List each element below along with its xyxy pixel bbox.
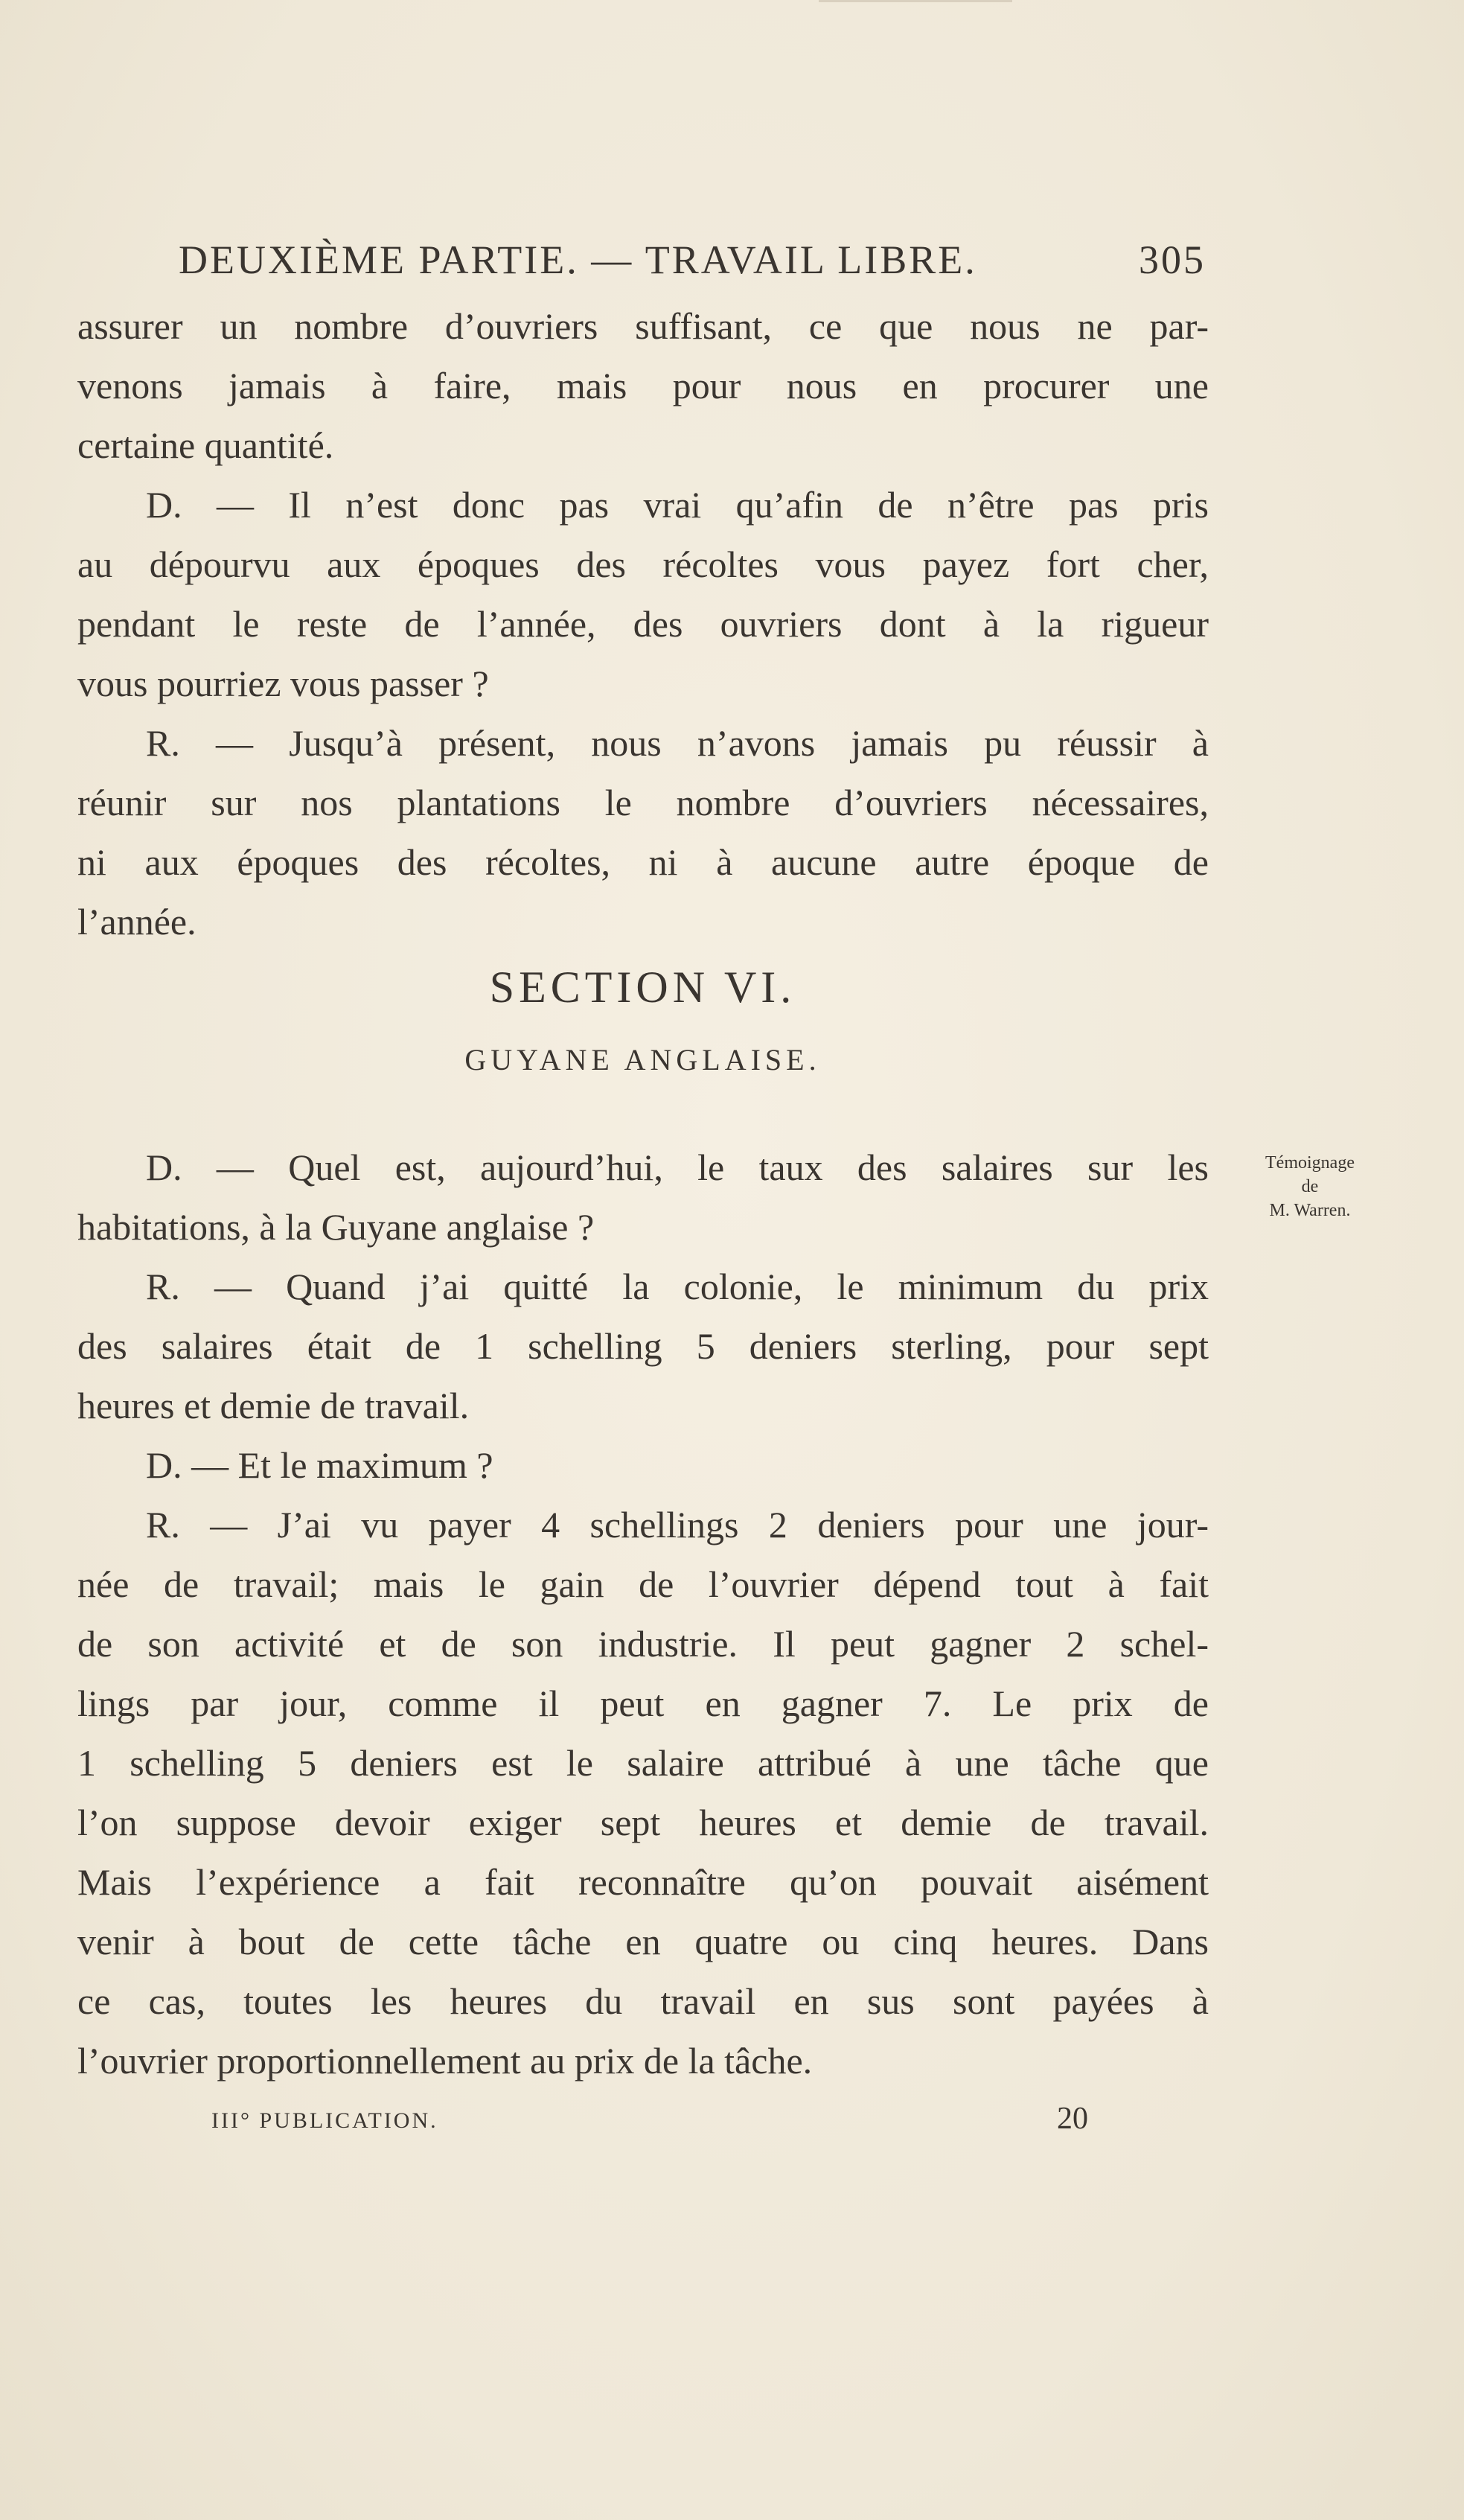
text-line: née de travail; mais le gain de l’ouvrier dépend tout à fait <box>77 1563 1209 1605</box>
text-line: l’année. <box>77 901 196 942</box>
text-line: venons jamais à faire, mais pour nous en procurer une <box>77 365 1209 406</box>
text-line: pendant le reste de l’année, des ouvriers dont à la rigueur <box>77 603 1209 645</box>
text-line: de son activité et de son industrie. Il peut gagner 2 schel- <box>77 1623 1209 1665</box>
text-line: R. — Quand j’ai quitté la colonie, le minimum du prix <box>146 1266 1209 1307</box>
text-line: l’on suppose devoir exiger sept heures et demie de travail. <box>77 1802 1209 1843</box>
section-title-text: SECTION VI. <box>489 963 796 1012</box>
text-line: R. — J’ai vu payer 4 schellings 2 deniers pour une jour- <box>146 1504 1209 1546</box>
text-line: des salaires était de 1 schelling 5 deniers sterling, pour sept <box>77 1325 1209 1367</box>
text-line: ce cas, toutes les heures du travail en sus sont payées à <box>77 1980 1209 2022</box>
section-subtitle-text: GUYANE ANGLAISE. <box>464 1043 821 1076</box>
text-line: l’ouvrier proportionnellement au prix de la tâche. <box>77 2040 813 2082</box>
text-line: R. — Jusqu’à présent, nous n’avons jamais pu réussir à <box>146 722 1209 764</box>
margin-note <box>1236 1151 1384 1222</box>
section-title <box>0 962 1464 1013</box>
margin-note-line: de <box>1301 1177 1319 1196</box>
text-line: ni aux époques des récoltes, ni à aucune autre époque de <box>77 841 1209 883</box>
page-edge-mark <box>819 0 1012 2</box>
signature-mark: III° PUBLICATION. <box>211 2108 438 2133</box>
margin-note-line: M. Warren. <box>1269 1201 1351 1220</box>
text-line: habitations, à la Guyane anglaise ? <box>77 1206 595 1248</box>
text-line: D. — Il n’est donc pas vrai qu’afin de n’être pas pris <box>146 484 1209 526</box>
text-line: réunir sur nos plantations le nombre d’ouvriers nécessaires, <box>77 782 1209 823</box>
text-line: Mais l’expérience a fait reconnaître qu’on pouvait aisément <box>77 1861 1209 1903</box>
running-header <box>179 237 1206 290</box>
text-line: au dépourvu aux époques des récoltes vous payez fort cher, <box>77 543 1209 585</box>
text-line: heures et demie de travail. <box>77 1385 470 1426</box>
text-line: assurer un nombre d’ouvriers suffisant, ce que nous ne par- <box>77 305 1209 347</box>
text-line: venir à bout de cette tâche en quatre ou cinq heures. Dans <box>77 1921 1209 1962</box>
text-line: vous pourriez vous passer ? <box>77 663 489 704</box>
text-line: D. — Quel est, aujourd’hui, le taux des salaires sur les <box>146 1146 1209 1188</box>
running-header-title: DEUXIÈME PARTIE. — TRAVAIL LIBRE. <box>179 237 977 282</box>
text-line: lings par jour, comme il peut en gagner 7. Le prix de <box>77 1682 1209 1724</box>
section-subtitle <box>0 1042 1464 1077</box>
text-line: certaine quantité. <box>77 424 334 466</box>
page-number: 305 <box>1139 237 1206 282</box>
signature-number: 20 <box>1057 2102 1088 2136</box>
margin-note-line: Témoignage <box>1265 1153 1355 1173</box>
text-line: D. — Et le maximum ? <box>146 1444 493 1486</box>
text-line: 1 schelling 5 deniers est le salaire attribué à une tâche que <box>77 1742 1209 1784</box>
